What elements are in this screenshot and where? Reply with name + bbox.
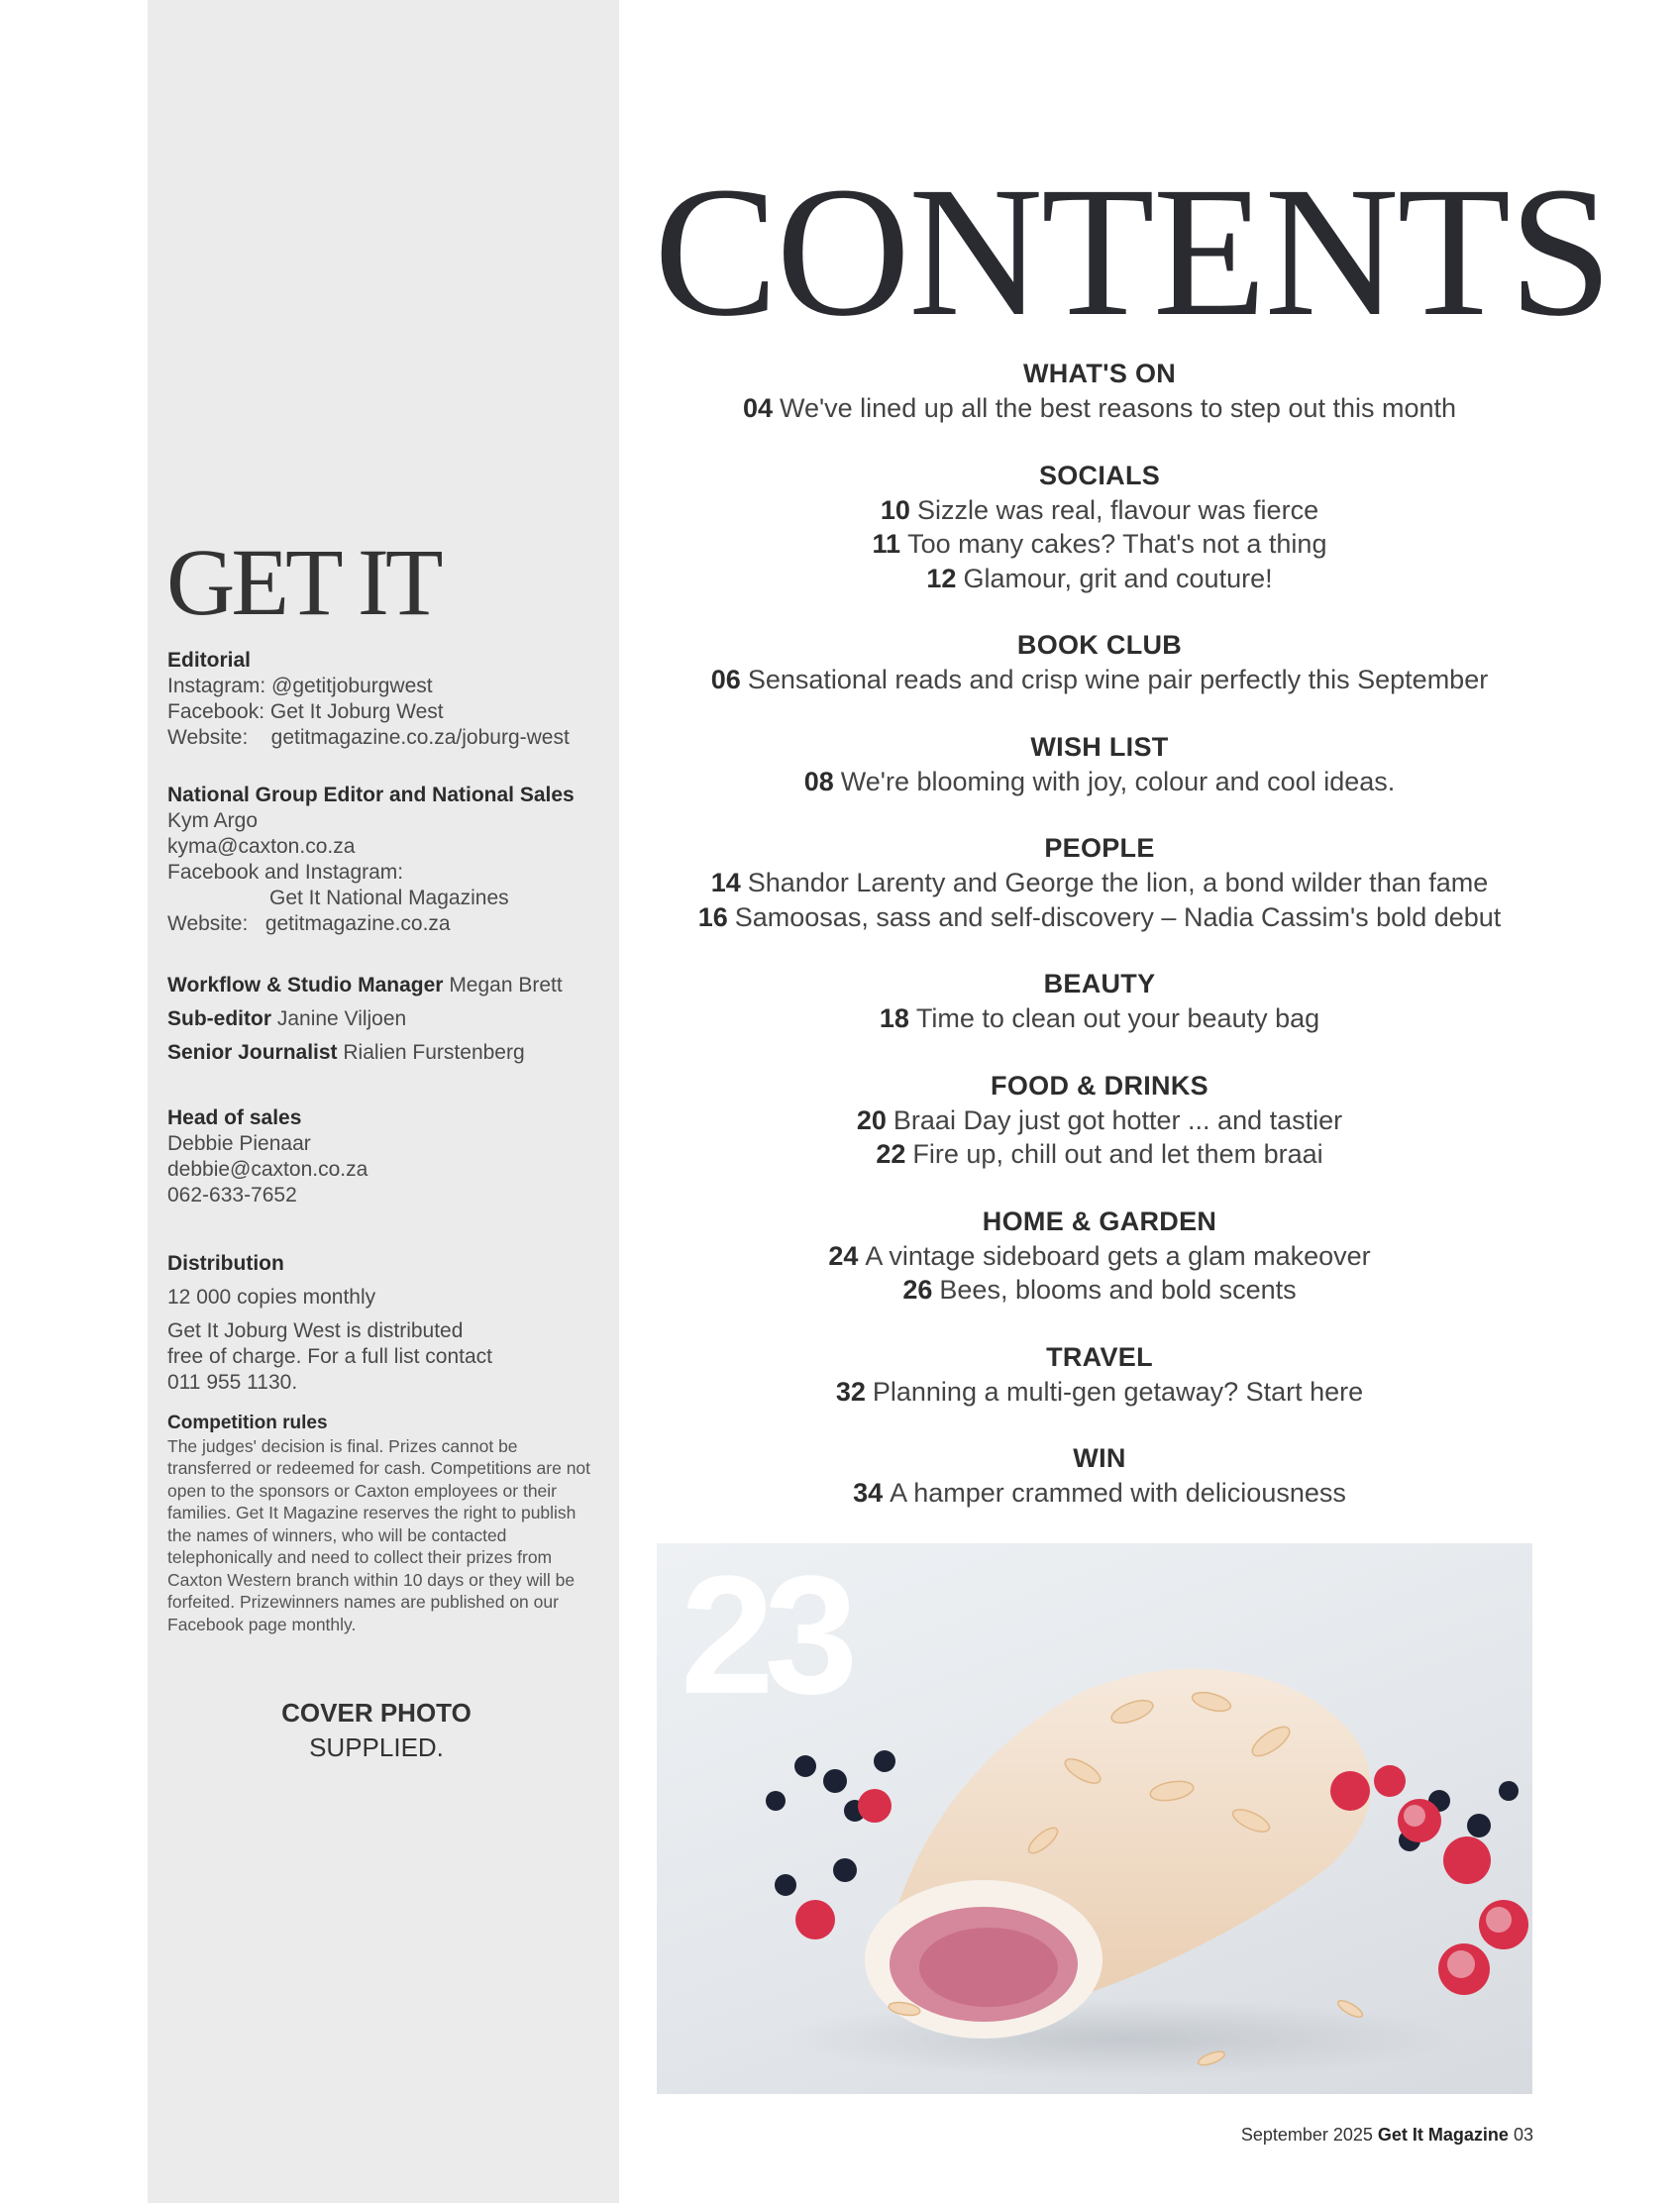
section-heading: WISH LIST	[1030, 731, 1169, 762]
toc-entry[interactable]: 24 A vintage sideboard gets a glam makeover	[828, 1240, 1371, 1271]
national-social-value: Get It National Magazines	[269, 887, 509, 909]
national-name: Kym Argo	[167, 809, 259, 832]
toc-entry[interactable]: 34 A hamper crammed with deliciousness	[853, 1478, 1346, 1508]
toc-entry[interactable]: 16 Samoosas, sass and self-discovery – Nadia Cassim's bold debut	[697, 901, 1502, 932]
sales-block	[167, 1105, 603, 1208]
footer-magazine: Get It Magazine	[1377, 2125, 1509, 2145]
section-heading: BOOK CLUB	[1016, 630, 1183, 660]
section-heading: WHAT'S ON	[1022, 359, 1177, 388]
competition-body: The judges' decision is final. Prizes cannot be transferred or redeemed for cash. Competitions are not open to the sponsors or Caxton employees or their families. Get It Magazine reserves the right to publish the names of winners, who will be contacted telephonically and need to collect their prizes from Caxton Western branch within 10 days or they will be forfeited. Prizewinners names are published on our Facebook page monthly.	[167, 1435, 591, 1634]
section-heading: TRAVEL	[1046, 1341, 1153, 1372]
editorial-website: Website: getitmagazine.co.za/joburg-west	[167, 726, 570, 749]
sales-name: Debbie Pienaar	[167, 1132, 311, 1155]
national-social-label: Facebook and Instagram:	[167, 861, 404, 884]
cover-heading: COVER PHOTO	[281, 1698, 472, 1728]
toc-section	[654, 1441, 1545, 1511]
section-heading: PEOPLE	[1044, 833, 1155, 863]
cover-credit	[178, 1696, 575, 1765]
national-heading: National Group Editor and National Sales	[167, 784, 575, 806]
section-heading: SOCIALS	[1038, 460, 1161, 490]
feature-page-number: 23	[681, 1543, 849, 1730]
table-of-contents	[654, 357, 1545, 1543]
toc-entry[interactable]: 32 Planning a multi-gen getaway? Start here	[835, 1376, 1364, 1407]
page-footer	[1241, 2125, 1533, 2146]
footer-date: September 2025	[1240, 2125, 1373, 2145]
editorial-facebook: Facebook: Get It Joburg West	[167, 700, 444, 723]
distribution-line: Get It Joburg West is distributed	[167, 1319, 464, 1342]
toc-entry[interactable]: 04 We've lined up all the best reasons to step out this month	[742, 393, 1457, 423]
national-email: kyma@caxton.co.za	[167, 835, 356, 858]
section-heading: FOOD & DRINKS	[991, 1070, 1208, 1101]
editorial-instagram: Instagram: @getitjoburgwest	[167, 675, 433, 697]
brand-logo: GET IT	[166, 529, 440, 635]
toc-entry[interactable]: 22 Fire up, chill out and let them braai	[876, 1139, 1323, 1169]
national-block	[167, 783, 603, 937]
toc-section	[654, 357, 1545, 426]
toc-section	[654, 628, 1545, 697]
toc-entry[interactable]: 14 Shandor Larenty and George the lion, a bond wilder than fame	[710, 868, 1489, 897]
toc-section	[654, 1340, 1545, 1410]
toc-entry[interactable]: 12 Glamour, grit and couture!	[926, 563, 1273, 593]
section-heading: WIN	[1073, 1443, 1126, 1473]
page-title: CONTENTS	[654, 148, 1611, 355]
toc-entry[interactable]: 08 We're blooming with joy, colour and cool ideas.	[803, 766, 1396, 796]
toc-entry[interactable]: 20 Braai Day just got hotter ... and tastier	[856, 1104, 1343, 1135]
distribution-line: free of charge. For a full list contact	[167, 1345, 492, 1368]
toc-entry[interactable]: 11 Too many cakes? That's not a thing	[872, 529, 1327, 559]
national-website: Website: getitmagazine.co.za	[167, 912, 451, 935]
staff-row: Sub-editor Janine Viljoen	[167, 1007, 407, 1030]
competition-rules	[167, 1413, 593, 1635]
footer-page: 03	[1513, 2125, 1533, 2145]
editorial-block	[167, 648, 603, 751]
toc-section	[654, 730, 1545, 799]
section-heading: BEAUTY	[1043, 969, 1156, 998]
distribution-heading: Distribution	[167, 1252, 284, 1275]
toc-section	[654, 1069, 1545, 1172]
staff-block	[167, 969, 603, 1070]
toc-section	[654, 967, 1545, 1036]
section-heading: HOME & GARDEN	[982, 1206, 1217, 1236]
staff-row: Senior Journalist Rialien Furstenberg	[167, 1041, 525, 1064]
sales-heading: Head of sales	[167, 1106, 302, 1129]
competition-heading: Competition rules	[167, 1413, 328, 1433]
feature-photo[interactable]	[657, 1543, 1532, 2094]
toc-section	[654, 459, 1545, 596]
cover-credit-text: SUPPLIED.	[309, 1732, 444, 1762]
toc-entry[interactable]: 18 Time to clean out your beauty bag	[879, 1003, 1320, 1033]
sales-email: debbie@caxton.co.za	[167, 1158, 368, 1181]
toc-entry[interactable]: 06 Sensational reads and crisp wine pair perfectly this September	[710, 665, 1489, 694]
staff-row: Workflow & Studio Manager Megan Brett	[167, 974, 563, 997]
distribution-copies: 12 000 copies monthly	[167, 1286, 376, 1309]
sales-phone: 062-633-7652	[167, 1184, 297, 1206]
distribution-block	[167, 1251, 603, 1396]
toc-entry[interactable]: 26 Bees, blooms and bold scents	[902, 1275, 1297, 1305]
editorial-heading: Editorial	[167, 649, 252, 672]
toc-section	[654, 831, 1545, 934]
distribution-line: 011 955 1130.	[167, 1371, 298, 1394]
sidebar	[148, 0, 619, 2203]
toc-section	[654, 1205, 1545, 1308]
toc-entry[interactable]: 10 Sizzle was real, flavour was fierce	[880, 494, 1319, 525]
